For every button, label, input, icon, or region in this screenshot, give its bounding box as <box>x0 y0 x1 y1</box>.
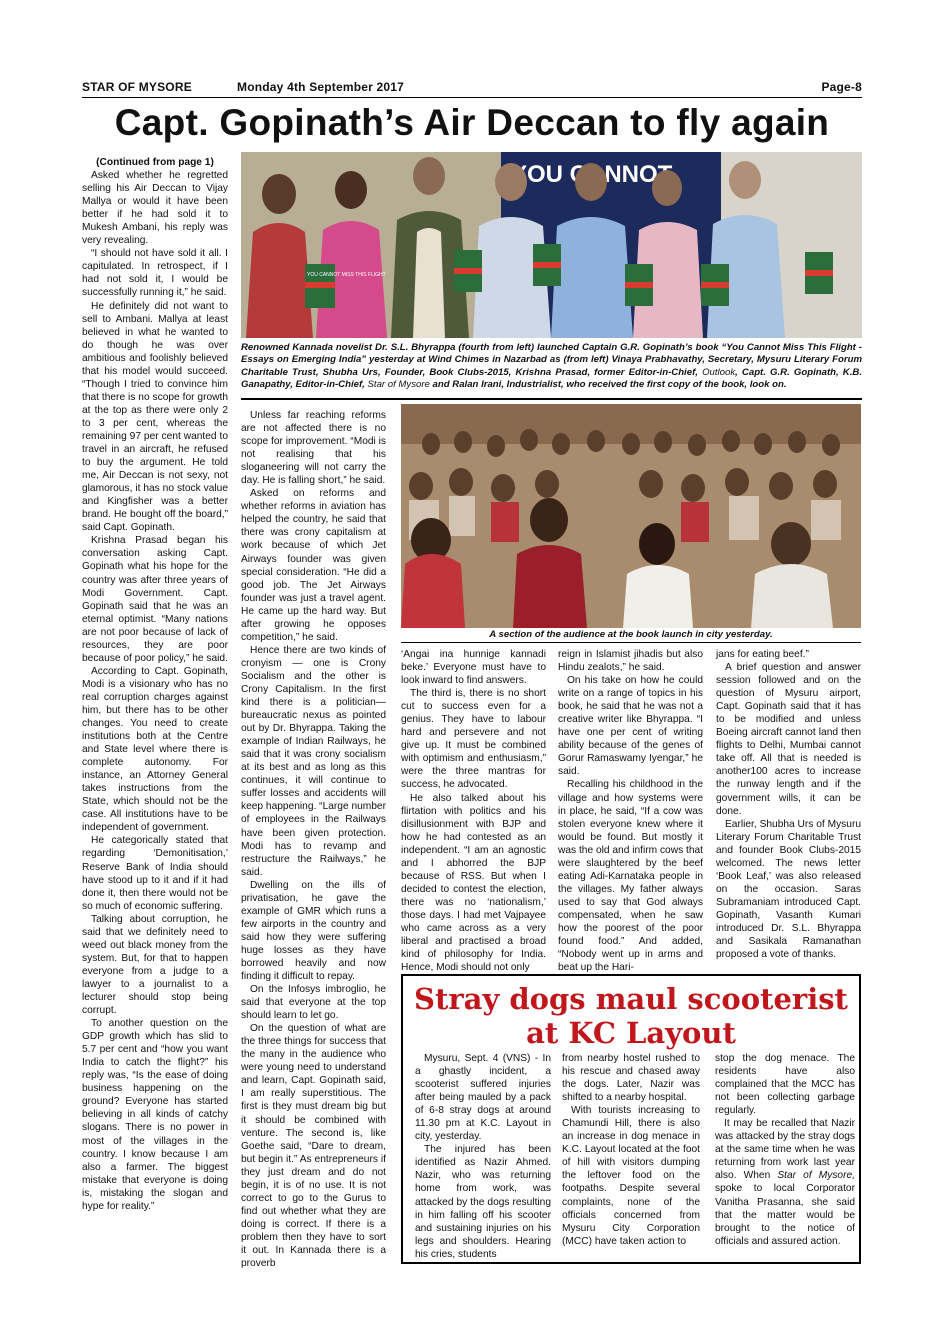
paragraph: According to Capt. Gopinath, Modi is a visionary who has no real corruption charges against him, but there has to be other changes. You need to create institutions both at the Centre and State level where there is complete autonomy. For instance, an Attorney General takes instructions from the State, which should not be the case. All institutions have to be independent of government. <box>82 665 228 834</box>
continued-note: (Continued from page 1) <box>96 157 214 168</box>
column-4 <box>558 648 703 974</box>
paragraph: He definitely did not want to sell to Ambani. Mallya at least believed in what he wanted to do though he was over ambitious and foolishly believed that his model would succeed. “Though I tried to convince him that there is no scope for growth at the top as there were only 2 to 3 per cent, whereas the remaining 97 per cent wanted to travel in an aircraft, he refused to buy the argument. He told me, Air Deccan is not sexy, not glamorous, it has no stock value and Kingfisher was a better brand. He bought off the board,” said Capt. Gopinath. <box>82 300 228 534</box>
book-launch-caption <box>241 342 862 391</box>
paper-name: STAR OF MYSORE <box>82 80 192 94</box>
audience-caption: A section of the audience at the book launch in city yesterday. <box>489 629 773 640</box>
headline-line: Stray dogs maul scooterist <box>414 982 848 1016</box>
caption-rule <box>241 398 862 400</box>
paragraph: Mysuru, Sept. 4 (VNS) - In a ghastly incident, a scooterist suffered injuries after being mauled by a pack of 6-8 stray dogs at around 11.30 pm at K.C. Layout in city, yesterday. <box>415 1053 551 1143</box>
caption-star-of-mysore: Star of Mysore <box>367 378 430 390</box>
paragraph: The third is, there is no short cut to success even for a genius. They have to labour hard and persevere and not give up. It must be combined with optimism and enthusiasm,” were the three mantras for success, he advocated. <box>401 688 546 791</box>
paragraph: Asked whether he regretted selling his Air Deccan to Vijay Mallya or would it have been better if he had sold it to Mukesh Ambani, his reply was very revealing. <box>82 170 228 247</box>
paper-name-italic: Star of Mysore, <box>777 1170 855 1182</box>
paragraph: from nearby hostel rushed to his rescue and chased away the dogs. Later, Nazir was shifted to a nearby hospital. <box>562 1053 700 1104</box>
paragraph: On his take on how he could write on a range of topics in his book, he said that he was not a creative writer like Bhyrappa. “I have one per cent of writing ability because of the genes of Gorur Ramaswamy Iyengar,” he said. <box>558 675 703 778</box>
masthead <box>82 80 862 98</box>
paragraph: He categorically stated that regarding ‘Demonitisation,’ Reserve Bank of India should have stood up to it and if it had done it, then there would not be so much of economic suffering. <box>82 835 228 912</box>
audience-illustration <box>401 404 861 628</box>
paragraph: jans for eating beef.” <box>716 649 809 660</box>
column-2 <box>241 409 386 1270</box>
paragraph <box>715 1117 855 1247</box>
headline-line: at KC Layout <box>526 1016 736 1050</box>
caption-rule-2 <box>401 642 861 643</box>
paragraph: With tourists increasing to Chamundi Hill, there is also an increase in dog menace in K.C. Layout located at the foot of hill with visitors dumping the leftover food on the footpaths. Despite several complaints, none of the officials concerned from Mysuru City Corporation (MCC) have taken action to <box>562 1105 700 1247</box>
paragraph: The injured has been identified as Nazir Ahmed. Nazir, who was returning home from work, was attacked by the dogs resulting in him falling off his scooter and sustaining injuries on his legs and shoulders. Hearing his cries, students <box>415 1144 551 1260</box>
column-3 <box>401 648 546 974</box>
paragraph: On the question of what are the three things for success that the many in the audience who were young need to understand and learn, Capt. Gopinath said, I am really superstitious. The first is they must dream big but it should be combined with venture. The second is, like Goethe said, “Dare to dream, but begin it.” As entrepreneurs if they just dream and do not begin, it is of no use. It is not correct to go to the Gurus to find out whether what they are doing is correct. If there is a problem then they have to sort it out. In Kannada there is a proverb <box>241 1023 386 1270</box>
paragraph: On the Infosys imbroglio, he said that everyone at the top should learn to let go. <box>241 984 386 1022</box>
paragraph: ‘Angai ina hunnige kannadi beke.’ Everyone must have to look inward to find answers. <box>401 649 546 687</box>
stray-dogs-story-box <box>401 974 861 1264</box>
text-run: It may be recalled that Nazir was attacked by the stray dogs at the same time when he was returning from work last year also. When <box>715 1118 855 1182</box>
paragraph: Krishna Prasad began his conversation asking Capt. Gopinath what his hope for the country was after three years of Modi Government. Capt. Gopinath said that he was an eternal optimist. “Many nations are not poor because of lack of resources, they are poor because of poor policy,” he said. <box>82 535 228 664</box>
caption-part: Renowned Kannada novelist Dr. S.L. Bhyrappa (fourth from left) launched Captain G.R. Gopinath’s book “You Cannot Miss This Flight -Essays on Emerging India” yesterday at Wind Chimes in Nazarbad as (from left) Vinaya Prabhavathy, Secretary, Mysuru Literary Forum Charitable Trust, Shubha Urs, Founder, Book Clubs-2015, Krishna Prasad, former Editor-in-Chief, <box>241 342 862 378</box>
issue-date: Monday 4th September 2017 <box>237 80 405 94</box>
paragraph: To another question on the GDP growth which has slid to 5.7 per cent and “how you want India to catch the flight?” his reply was, “Is the ease of doing business happening on the ground? Everyone has started believing in all kinds of catchy slogans. There is no power in most of the villages in the country. I know because I am also a farmer. The biggest mistake that everyone is doing is, mistaking the slogan and hype for reality.” <box>82 1018 228 1212</box>
paragraph: “I should not have sold it all. I capitulated. In retrospect, if I had not sold it, I would be successfully running it,” he said. <box>82 248 228 299</box>
paragraph: reign in Islamist jihadis but also Hindu zealots,” he said. <box>558 649 703 674</box>
book-cover-text: YOU CANNOT MISS THIS FLIGHT <box>307 272 386 278</box>
paragraph: A brief question and answer session followed and on the question of Mysuru airport, Capt. Gopinath said that it has to be modified and unless Boeing aircraft cannot land then flights to Delhi, Mumbai cannot take off. All that is needed is another100 acres to increase the runway length and if the government wills, it can be done. <box>716 662 861 817</box>
banner-text: YOU CANNOT <box>511 161 673 188</box>
caption-part: and Ralan Irani, Industrialist, who received the first copy of the book, look on. <box>429 378 787 390</box>
paragraph: Asked on reforms and whether reforms in aviation has helped the country, he said that there was crony capitalism at work because of which Jet Airways founder was given special consideration. “He did a good job. The Jet Airways founder was just a travel agent. He came up the hard way. But after growing he opposes competition,” he said. <box>241 488 386 643</box>
audience-photo <box>401 404 861 628</box>
book-launch-illustration <box>241 152 862 338</box>
caption-part: , Capt. G.R. Gopinath, K.B. Ganapathy, Editor-in-Chief, <box>241 366 862 390</box>
paragraph: Dwelling on the ills of privatisation, he gave the example of GMR which runs a few airports in the country and said how they were suffering huge losses as they have borrowed heavily and now finding it difficult to repay. <box>241 879 386 983</box>
paragraph: Talking about corruption, he said that we definitely need to weed out black money from the system. But, for that to happen everyone from a judge to a lawyer to a journalist to a lecturer should stop being corrupt. <box>82 913 228 1017</box>
stray-dogs-headline <box>403 982 859 1050</box>
story2-column-2 <box>562 1052 700 1248</box>
paragraph: stop the dog menace. The residents have also complained that the MCC has not been collecting garbage regularly. <box>715 1053 855 1117</box>
story2-column-3 <box>715 1052 855 1248</box>
book-launch-photo <box>241 152 862 338</box>
column-1 <box>82 156 228 1213</box>
main-headline: Capt. Gopinath’s Air Deccan to fly again <box>114 102 830 143</box>
story2-column-1 <box>415 1052 551 1261</box>
caption-outlook: Outlook <box>702 366 736 378</box>
paragraph: Unless far reaching reforms are not affected there is no scope for improvement. “Modi is not realising that his sloganeering will not carry the day. He is falling short,” he said. <box>241 410 386 487</box>
text-run: spoke to local Corporator Vanitha Prasanna, she said that the matter would be brought to the notice of officials and assured action. <box>715 1183 855 1247</box>
paragraph: Earlier, Shubha Urs of Mysuru Literary Forum Charitable Trust and founder Book Clubs-2015 welcomed. The news letter ‘Book Leaf,’ was also released on the occasion. Saras Subramaniam introduced Capt. Gopinath, Vasanth Kumari introduced Dr. S.L. Bhyrappa and Sasikala Ramanathan proposed a vote of thanks. <box>716 818 861 961</box>
paragraph: Hence there are two kinds of cronyism — one is Crony Socialism and the other is Crony Capitalism. In the first kind there is a politician—bureaucratic nexus as pointed out by Dr. Bhyrappa. Taking the example of Indian Railways, he said that it was crony socialism at its best and as long as this continues, it will continue to suffer losses and accidents will keep happening. “Large number of employees in the Railways have been given protection. Modi has to revamp and restructure the Railways,” he said. <box>241 644 386 878</box>
page-number: Page-8 <box>821 80 862 94</box>
paragraph: He also talked about his flirtation with politics and his disillusionment with BJP and how he had contested as an independent. “I am an agnostic and I abhorred the BJP because of RSS. But when I decided to contest the election, there was no ‘nationalism,’ those days. I had met Vajpayee who came across as a very liberal and practised a broad kind of philosophy for India. Hence, Modi should not only <box>401 792 546 974</box>
paragraph: Recalling his childhood in the village and how systems were in place, he said, “If a cow was stolen everyone knew where it would be found. But mostly it was the old and infirm cows that were slaughtered by the beef eating Adi-Karnataka people in the villages. My father always used to say that God always compensated, when he saw how the poorest of the poor found food.” And added, “Nobody went up in arms and beat up the Hari- <box>558 779 703 974</box>
column-5 <box>716 648 861 961</box>
